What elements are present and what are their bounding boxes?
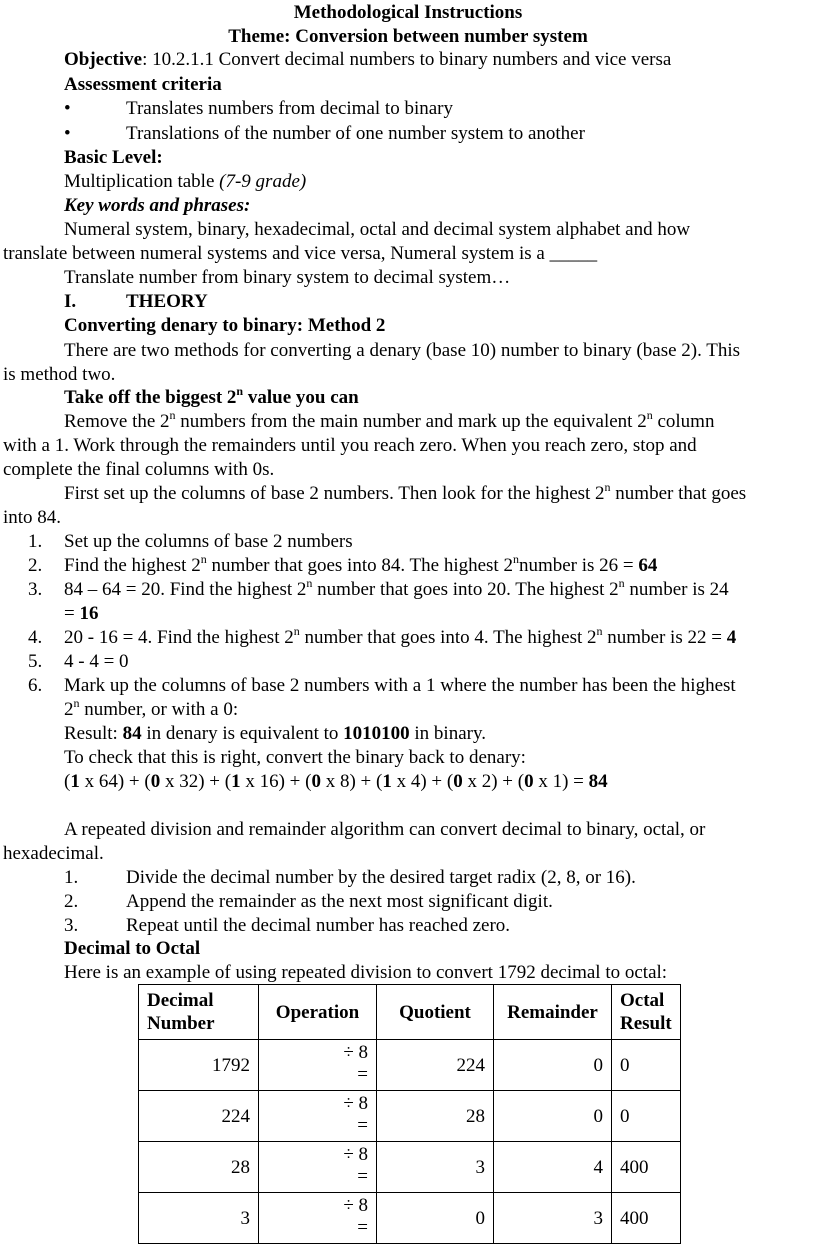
remove-paragraph: with a 1. Work through the remainders until you reach zero. When you reach zero, stop and: [3, 435, 697, 456]
cell-octal: 400: [612, 1142, 681, 1193]
formula-segment: 0: [524, 771, 534, 792]
col-header-decimal: Decimal Number: [139, 985, 259, 1040]
first-paragraph: into 84.: [3, 507, 62, 528]
cell-decimal: 1792: [139, 1040, 259, 1091]
cell-operation: ÷ 8 =: [259, 1091, 377, 1142]
octal-conversion-table: [138, 984, 681, 1244]
theory-intro: is method two.: [3, 364, 116, 385]
formula-segment: x 32) + (: [160, 771, 232, 792]
formula-segment: x 16) + (: [240, 771, 312, 792]
assessment-heading: Assessment criteria: [64, 74, 222, 95]
cell-quotient: 3: [377, 1142, 494, 1193]
cell-decimal: 3: [139, 1193, 259, 1244]
cell-quotient: 224: [377, 1040, 494, 1091]
formula-segment: 84: [588, 771, 608, 792]
table-row: [139, 1142, 681, 1193]
formula-segment: x 2) + (: [462, 771, 525, 792]
formula-segment: (: [64, 771, 71, 792]
theory-subheading: Converting denary to binary: Method 2: [64, 315, 386, 336]
keywords-line: Numeral system, binary, hexadecimal, octal and decimal system alphabet and how: [64, 219, 691, 240]
table-row: [139, 1091, 681, 1142]
remove-paragraph: Remove the 2$^n$ numbers from the main number and mark up the equivalent 2$^n$ column: [64, 407, 715, 432]
basic-level-heading: Basic Level:: [64, 147, 163, 168]
formula-segment: 1: [382, 771, 392, 792]
document-title: Methodological Instructions: [293, 2, 523, 23]
basic-level-text: Multiplication table (7-9 grade): [64, 171, 307, 192]
take-off-heading: Take off the biggest 2$^n$ value you can: [64, 383, 359, 408]
octal-heading: Decimal to Octal: [64, 938, 201, 959]
first-paragraph: First set up the columns of base 2 numbers. Then look for the highest 2$^n$ number that goes: [64, 479, 747, 504]
keywords-line: translate between numeral systems and vice versa, Numeral system is a _____: [3, 243, 598, 264]
cell-quotient: 0: [377, 1193, 494, 1244]
cell-octal: 0: [612, 1091, 681, 1142]
cell-remainder: 0: [494, 1091, 612, 1142]
col-header-operation: Operation: [259, 985, 377, 1040]
col-header-remainder: Remainder: [494, 985, 612, 1040]
cell-decimal: 224: [139, 1091, 259, 1142]
cell-octal: 400: [612, 1193, 681, 1244]
objective: Objective: 10.2.1.1 Convert decimal numbers to binary numbers and vice versa: [64, 49, 672, 70]
octal-intro: Here is an example of using repeated division to convert 1792 decimal to octal:: [64, 962, 668, 983]
table-row: [139, 1040, 681, 1091]
division-intro: A repeated division and remainder algorithm can convert decimal to binary, octal, or: [64, 819, 706, 840]
cell-remainder: 3: [494, 1193, 612, 1244]
cell-operation: ÷ 8 =: [259, 1142, 377, 1193]
formula-segment: 0: [453, 771, 463, 792]
formula-segment: x 64) + (: [79, 771, 151, 792]
formula-segment: 1: [70, 771, 80, 792]
cell-operation: ÷ 8 =: [259, 1193, 377, 1244]
formula-segment: x 4) + (: [391, 771, 454, 792]
table-header-row: [139, 985, 681, 1040]
table-row: [139, 1193, 681, 1244]
keywords-line: Translate number from binary system to decimal system…: [64, 267, 511, 288]
theory-intro: There are two methods for converting a denary (base 10) number to binary (base 2). This: [64, 340, 741, 361]
formula-segment: x 8) + (: [320, 771, 383, 792]
cell-remainder: 4: [494, 1142, 612, 1193]
cell-operation: ÷ 8 =: [259, 1040, 377, 1091]
cell-remainder: 0: [494, 1040, 612, 1091]
document-theme: Theme: Conversion between number system: [228, 26, 588, 47]
keywords-heading: Key words and phrases:: [64, 195, 251, 216]
bullet-icon: •: [64, 123, 71, 144]
cell-octal: 0: [612, 1040, 681, 1091]
cell-quotient: 28: [377, 1091, 494, 1142]
division-intro: hexadecimal.: [3, 843, 104, 864]
formula-segment: 0: [311, 771, 321, 792]
formula-segment: 1: [231, 771, 241, 792]
formula-segment: x 1) =: [533, 771, 589, 792]
col-header-quotient: Quotient: [377, 985, 494, 1040]
bullet-icon: •: [64, 98, 71, 119]
cell-decimal: 28: [139, 1142, 259, 1193]
remove-paragraph: complete the final columns with 0s.: [3, 459, 275, 480]
formula-segment: 0: [150, 771, 161, 792]
col-header-octal: Octal Result: [612, 985, 681, 1040]
